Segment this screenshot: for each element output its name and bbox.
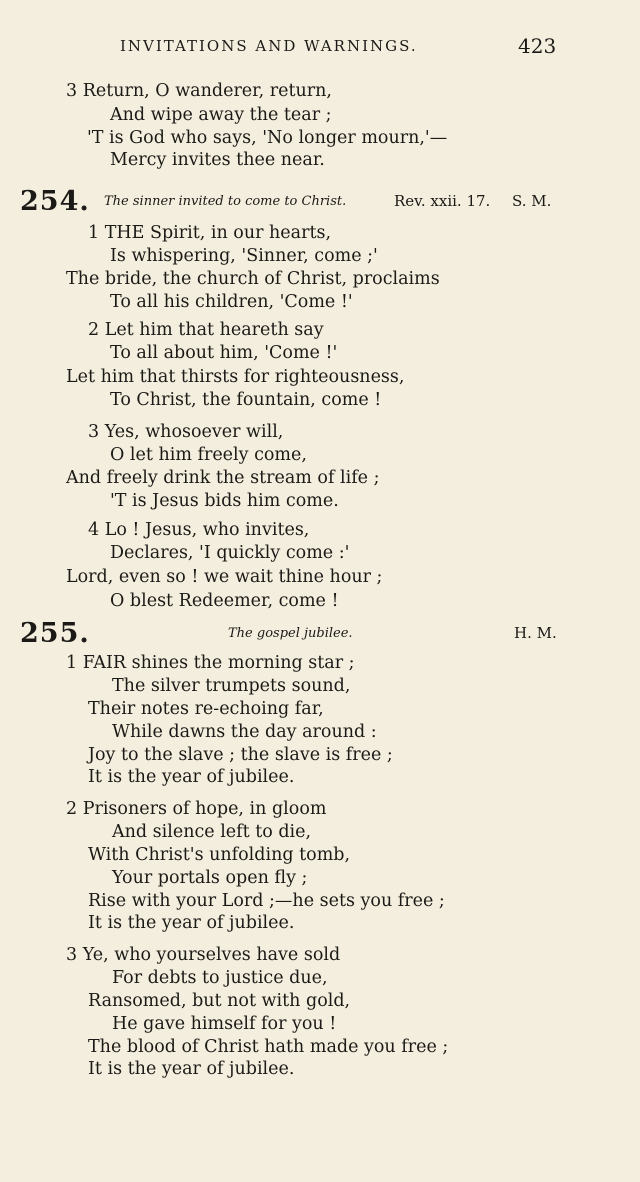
- verse-line: 3 Ye, who yourselves have sold: [66, 945, 341, 965]
- verse-line: Your portals open fly ;: [112, 868, 308, 888]
- verse-line: With Christ's unfolding tomb,: [88, 845, 351, 865]
- verse-line: It is the year of jubilee.: [88, 767, 295, 787]
- verse-line: 'T is God who says, 'No longer mourn,'—: [87, 128, 448, 148]
- page-header: [0, 34, 640, 60]
- verse-line: 3 Return, O wanderer, return,: [66, 81, 332, 101]
- hymn-title: The gospel jubilee.: [228, 626, 353, 641]
- verse-line: The bride, the church of Christ, proclaims: [66, 269, 440, 289]
- verse-line: Joy to the slave ; the slave is free ;: [88, 745, 393, 765]
- verse-line: 1 THE Spirit, in our hearts,: [88, 223, 332, 243]
- verse-line: To Christ, the fountain, come !: [110, 390, 382, 410]
- verse-line: It is the year of jubilee.: [88, 1059, 295, 1079]
- verse-line: 2 Prisoners of hope, in gloom: [66, 799, 327, 819]
- verse-line: Their notes re-echoing far,: [88, 699, 324, 719]
- verse-line: He gave himself for you !: [112, 1014, 337, 1034]
- hymn-254-heading: [20, 186, 620, 216]
- verse-line: 'T is Jesus bids him come.: [110, 491, 339, 511]
- verse-line: The blood of Christ hath made you free ;: [88, 1037, 449, 1057]
- verse-line: While dawns the day around :: [112, 722, 377, 742]
- verse-line: It is the year of jubilee.: [88, 913, 295, 933]
- verse-line: 4 Lo ! Jesus, who invites,: [88, 520, 310, 540]
- hymn-number: 255.: [20, 618, 90, 649]
- verse-line: O let him freely come,: [110, 445, 307, 465]
- verse-line: To all about him, 'Come !': [110, 343, 338, 363]
- hymn-255-heading: [20, 618, 620, 648]
- verse-line: Mercy invites thee near.: [110, 150, 325, 170]
- verse-line: 3 Yes, whosoever will,: [88, 422, 284, 442]
- verse-line: Lord, even so ! we wait thine hour ;: [66, 567, 383, 587]
- verse-line: To all his children, 'Come !': [110, 292, 353, 312]
- verse-line: And freely drink the stream of life ;: [66, 468, 380, 488]
- verse-line: For debts to justice due,: [112, 968, 328, 988]
- hymn-title: The sinner invited to come to Christ.: [104, 194, 347, 209]
- verse-line: 2 Let him that heareth say: [88, 320, 324, 340]
- verse-line: Is whispering, 'Sinner, come ;': [110, 246, 378, 266]
- verse-line: Let him that thirsts for righteousness,: [66, 367, 405, 387]
- verse-line: Rise with your Lord ;—he sets you free ;: [88, 891, 445, 911]
- page-number: 423: [518, 34, 557, 58]
- verse-line: 1 FAIR shines the morning star ;: [66, 653, 355, 673]
- hymn-meter: S. M.: [512, 192, 552, 210]
- verse-line: Ransomed, but not with gold,: [88, 991, 351, 1011]
- running-head: INVITATIONS AND WARNINGS.: [120, 37, 418, 55]
- scripture-reference: Rev. xxii. 17.: [394, 192, 491, 210]
- hymn-number: 254.: [20, 186, 90, 217]
- verse-line: And silence left to die,: [112, 822, 312, 842]
- verse-line: O blest Redeemer, come !: [110, 591, 339, 611]
- verse-line: And wipe away the tear ;: [110, 105, 332, 125]
- verse-line: Declares, 'I quickly come :': [110, 543, 350, 563]
- hymn-meter: H. M.: [514, 624, 557, 642]
- verse-line: The silver trumpets sound,: [112, 676, 351, 696]
